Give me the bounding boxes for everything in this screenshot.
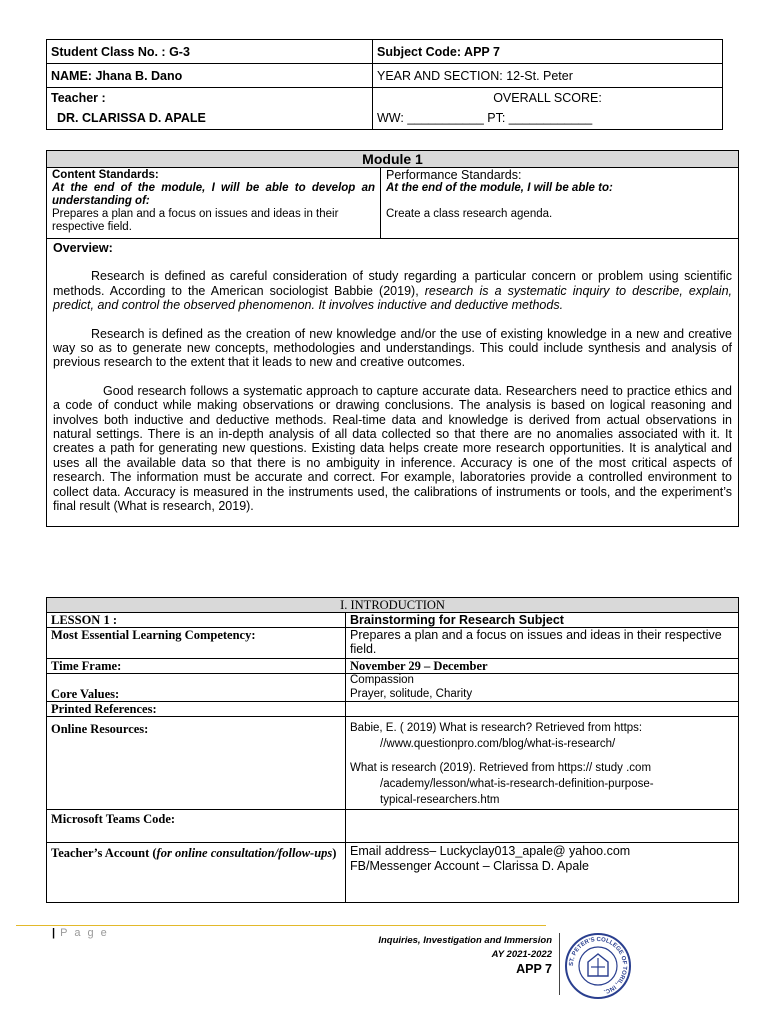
footer-divider [559,933,560,995]
online-resource-1a: Babie, E. ( 2019) What is research? Retrieved from https: [350,722,643,734]
online-resource-2a: What is research (2019). Retrieved from https:// study .com [350,762,652,774]
online-resources-cell [346,717,739,810]
core-value-1: Compassion [350,674,414,686]
time-frame-label: Time Frame: [47,659,346,674]
online-resource-2b: /academy/lesson/what-is-research-definition-purpose- [380,778,654,790]
school-seal-icon [564,932,632,1000]
teacher-account-cell [346,843,739,903]
core-values-cell [346,674,739,702]
teacher-email: Email address– Luckyclay013_apale@ yahoo.com [350,844,631,858]
year-section: YEAR AND SECTION: 12-St. Peter [373,64,723,88]
footer-course-info [378,934,552,976]
teams-code-label: Microsoft Teams Code: [47,810,346,843]
online-resource-1b: //www.questionpro.com/blog/what-is-research/ [380,738,616,750]
lesson-label: LESSON 1 : [47,613,346,628]
teacher-fb: FB/Messenger Account – Clarissa D. Apale [350,859,590,873]
teacher-name: DR. CLARISSA D. APALE [47,107,373,130]
overview-label: Overview: [53,241,113,255]
overview-paragraph-3: Good research follows a systematic approach to capture accurate data. Researchers need to practice ethics and a code of conduct while making observations or drawing conclusions. The analysis is based on logical reasoning and involves both inductive and deductive methods. Real-time data and knowledge is derived from actual observations in natural settings. There is an in-depth analysis of all data collected so that there are no anomalies associated with it. It creates a path for generating new questions. Existing data helps create more research opportunities. It is analytical and uses all the available data so that there is no ambiguity in inference. Accuracy is one of the most critical aspects of research. The information must be accurate and correct. For example, laboratories provide a controlled environment to collect data. Accuracy is measured in the instruments used, the calibrations of instruments or tools, and the experiment’s final result (What is research, 2019). [53,383,733,514]
para1-italic: research is a systematic inquiry to describe, explain, predict, and control the observed phenomenon. It involves inductive and deductive methods. [53,283,733,313]
performance-standards-label: Performance Standards: [386,168,522,182]
melc-label: Most Essential Learning Competency: [47,628,346,659]
introduction-title: I. INTRODUCTION [47,598,739,613]
overview-paragraph-1 [53,269,732,312]
para1-plain: Research is defined as careful consideration of study regarding a particular concern or problem using scientific methods. According to the American sociologist Babbie (2019), [53,269,733,298]
teacher-label: Teacher : [47,88,373,108]
footer-app: APP 7 [516,962,552,976]
page-label: | P a g e [52,927,109,939]
printed-references-value [346,702,739,717]
online-resource-2c: typical-researchers.htm [380,794,500,806]
overview-paragraph-2: Research is defined as the creation of new knowledge and/or the use of existing knowledge in a new and creative way so as to generate new concepts, methodologies and understandings. This could include synthesis and analysis of previous research to the extent that it leads to new and creative outcomes. [53,326,733,370]
content-standards-cell [47,168,381,239]
teams-code-value [346,810,739,843]
overall-score-label: OVERALL SCORE: [373,88,723,108]
student-name: NAME: Jhana B. Dano [47,64,373,88]
student-info-table [46,39,723,130]
online-resources-label: Online Resources: [47,717,346,810]
module-title: Module 1 [47,151,739,168]
lesson-value: Brainstorming for Research Subject [346,613,739,628]
footer-course: Inquiries, Investigation and Immersion [378,935,552,946]
performance-standards-intro: At the end of the module, I will be able to: [386,182,613,194]
svg-text:ST. PETER'S COLLEGE OF TORIL,: ST. PETER'S COLLEGE OF TORIL, INC. [568,936,628,995]
printed-references-label: Printed References: [47,702,346,717]
class-no: Student Class No. : G-3 [47,40,373,64]
melc-value: Prepares a plan and a focus on issues and ideas in their respective field. [346,628,739,659]
teacher-account-label: Teacher’s Account (for online consultation/follow-ups) [47,843,346,903]
module-table [46,150,739,527]
content-standards-intro: At the end of the module, I will be able to develop an understanding of: [52,182,375,207]
overview-cell [47,239,739,527]
footer-ay: AY 2021-2022 [491,949,552,960]
subject-code: Subject Code: APP 7 [373,40,723,64]
score-fields: WW: ___________ PT: ____________ [373,107,723,130]
performance-standards-text: Create a class research agenda. [386,208,553,220]
core-values-label: Core Values: [47,674,346,702]
performance-standards-cell [381,168,739,239]
introduction-table [46,597,739,903]
content-standards-label: Content Standards: [52,169,159,181]
content-standards-text: Prepares a plan and a focus on issues and ideas in their respective field. [52,208,339,233]
core-value-2: Prayer, solitude, Charity [350,687,473,700]
time-frame-value: November 29 – December [346,659,739,674]
footer-line [16,925,546,926]
